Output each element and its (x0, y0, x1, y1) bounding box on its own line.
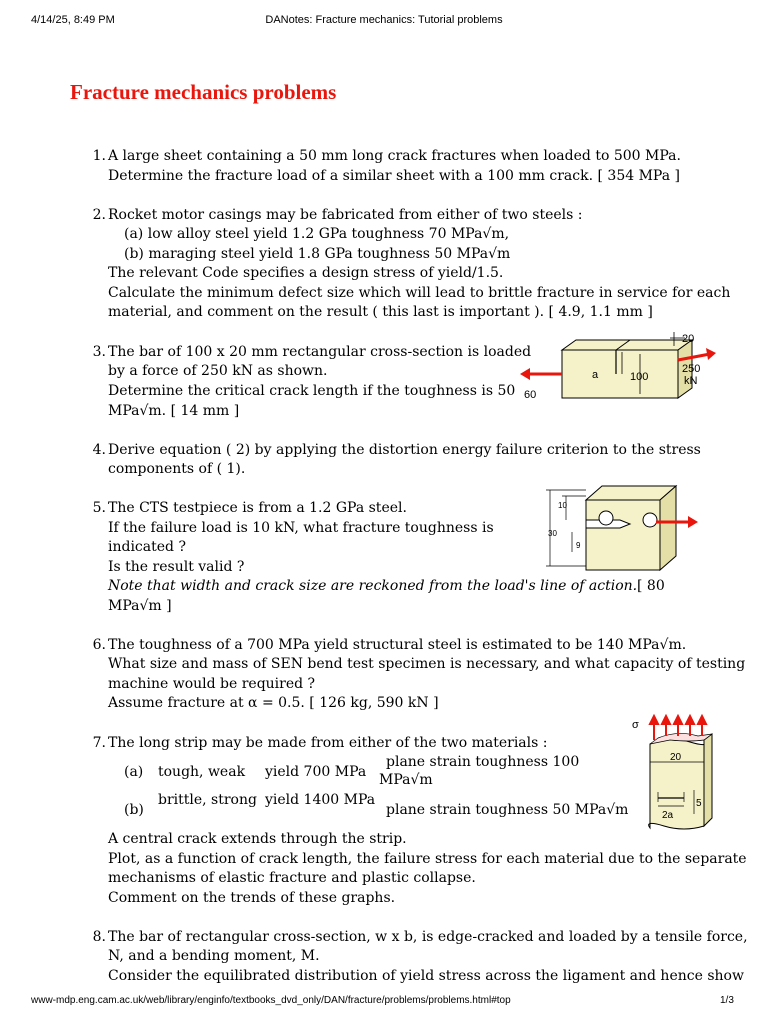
problem-text: Derive equation ( 2) by applying the distortion energy failure criterion to the stress (108, 442, 701, 458)
material-toughness-unit: MPa√m (379, 772, 433, 788)
problem-text: The relevant Code specifies a design stress of yield/1.5. (108, 265, 504, 281)
page-title: Fracture mechanics problems (70, 80, 337, 104)
problem-text: If the failure load is 10 kN, what fracture toughness is (108, 520, 494, 536)
problem-text: Consider the equilibrated distribution of yield stress across the ligament and hence show (108, 968, 744, 984)
print-timestamp: 4/14/25, 8:49 PM (31, 14, 115, 26)
problem-text: Plot, as a function of crack length, the failure stress for each material due to the separate (108, 851, 747, 867)
problem-text: Is the result valid ? (108, 559, 245, 575)
problem-text: mechanisms of elastic fracture and plastic collapse. (108, 870, 476, 886)
problem-text: The toughness of a 700 MPa yield structural steel is estimated to be 140 MPa√m. (108, 637, 687, 653)
problem-text: The bar of rectangular cross-section, w x b, is edge-cracked and loaded by a tensile force, (108, 929, 748, 945)
fig5-dim-30: 30 (548, 529, 557, 538)
problem-text: Determine the fracture load of a similar sheet with a 100 mm crack. [ 354 MPa ] (108, 168, 680, 184)
fig3-left-label: 60 (524, 389, 537, 401)
problem-text: Assume fracture at α = 0.5. [ 126 kg, 590 kN ] (108, 695, 439, 711)
fig5-dim-9: 9 (576, 541, 581, 550)
problem-number: 5. (92, 500, 106, 516)
problem-number: 3. (92, 344, 106, 360)
problem-number: 8. (92, 929, 106, 945)
fig3-a-label: a (592, 369, 599, 381)
problem-text: The CTS testpiece is from a 1.2 GPa steel. (108, 500, 407, 516)
problem-answer: [ 80 (637, 578, 665, 594)
fig7-width-label: 20 (670, 752, 682, 763)
problem-text: by a force of 250 kN as shown. (108, 363, 328, 379)
problem-text: What size and mass of SEN bend test specimen is necessary, and what capacity of testing (108, 656, 746, 672)
problem-number: 7. (92, 735, 106, 751)
fig7-dim-label: 5 (696, 798, 702, 809)
fig3-unit-label: kN (684, 375, 698, 387)
fig3-height-label: 100 (630, 371, 649, 383)
print-page-title: DANotes: Fracture mechanics: Tutorial problems (265, 14, 503, 26)
material-label: (a) (124, 764, 144, 780)
problem-text: N, and a bending moment, M. (108, 948, 320, 964)
material-type: brittle, strong (158, 792, 257, 808)
problem-number: 6. (92, 637, 106, 653)
material-yield: yield 1400 MPa (265, 792, 376, 808)
problem-text: MPa√m ] (108, 598, 172, 614)
fig7-sigma-label: σ (632, 719, 639, 731)
problem-text (108, 577, 637, 595)
cts-testpiece-figure (542, 480, 718, 576)
material-type: tough, weak (158, 764, 246, 780)
strip-figure (630, 714, 716, 834)
problem-text: Determine the critical crack length if the toughness is 50 (108, 383, 516, 399)
problem-number: 1. (92, 148, 106, 164)
problem-text: MPa√m. [ 14 mm ] (108, 403, 240, 419)
problem-note: Note that width and crack size are reckoned from the load's line of action. (108, 578, 638, 594)
problem-text: indicated ? (108, 539, 186, 555)
bar-tension-figure (520, 328, 720, 406)
problem-text: Comment on the trends of these graphs. (108, 890, 396, 906)
problem-text: machine would be required ? (108, 676, 316, 692)
problem-text: A large sheet containing a 50 mm long crack fractures when loaded to 500 MPa. (108, 148, 681, 164)
problem-text: The long strip may be made from either of the two materials : (108, 735, 548, 751)
print-url: www-mdp.eng.cam.ac.uk/web/library/enginfo/textbooks_dvd_only/DAN/fracture/problems/problems.html#top (31, 995, 511, 1006)
problem-text: Calculate the minimum defect size which will lead to brittle fracture in service for each (108, 285, 731, 301)
fig3-thickness-label: 20 (682, 333, 695, 345)
fig3-load-label: 250 (682, 363, 701, 375)
print-page-number: 1/3 (720, 995, 734, 1006)
problem-text: (a) low alloy steel yield 1.2 GPa toughness 70 MPa√m, (124, 226, 510, 242)
problem-number: 2. (92, 207, 106, 223)
problem-number: 4. (92, 442, 106, 458)
material-yield: yield 700 MPa (265, 764, 367, 780)
material-toughness: plane strain toughness 50 MPa√m (386, 802, 629, 818)
fig5-dim-10: 10 (558, 501, 567, 510)
material-toughness: plane strain toughness 100 (386, 754, 580, 770)
problem-text: material, and comment on the result ( this last is important ). [ 4.9, 1.1 mm ] (108, 304, 653, 320)
material-label: (b) (124, 802, 144, 818)
fig7-crack-label: 2a (662, 810, 674, 821)
problem-text: A central crack extends through the strip. (108, 831, 407, 847)
problem-text: The bar of 100 x 20 mm rectangular cross-section is loaded (108, 344, 532, 360)
problem-text: (b) maraging steel yield 1.8 GPa toughness 50 MPa√m (124, 246, 511, 262)
problem-text: Rocket motor casings may be fabricated from either of two steels : (108, 207, 583, 223)
problem-text: components of ( 1). (108, 461, 246, 477)
